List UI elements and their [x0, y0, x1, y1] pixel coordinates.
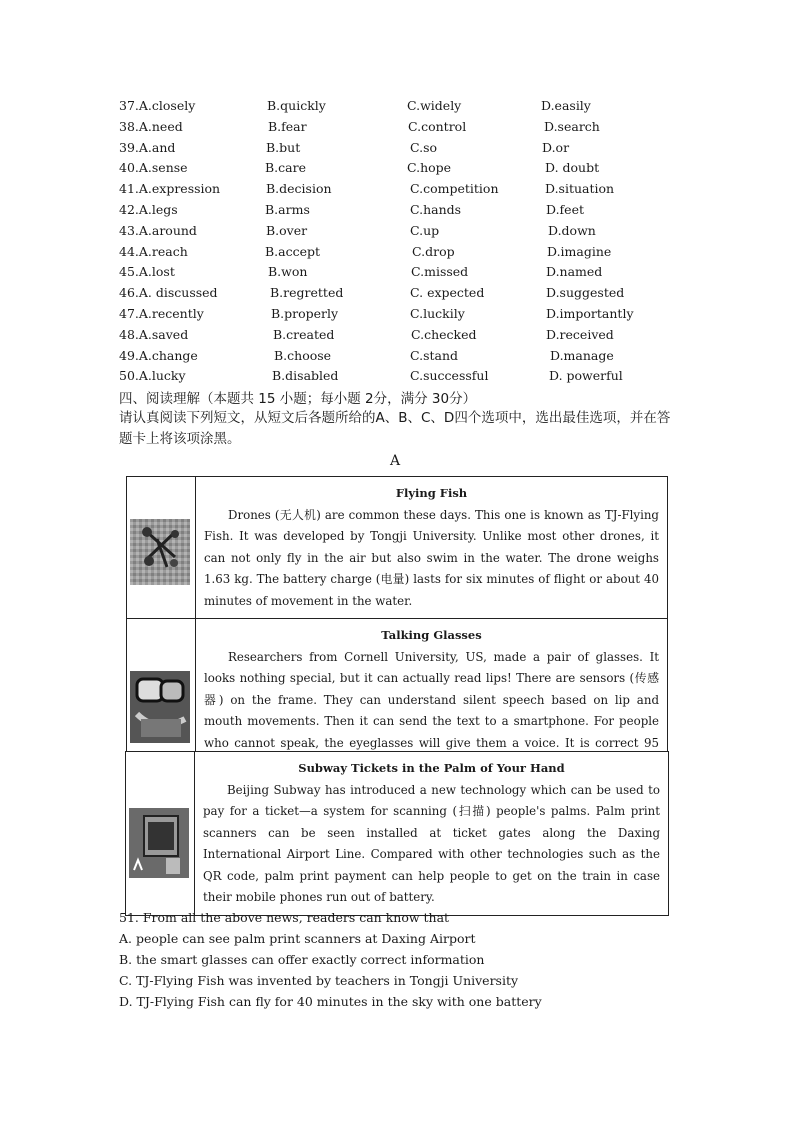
option-c[interactable]: C.so: [410, 139, 438, 155]
option-b[interactable]: B.disabled: [272, 368, 339, 384]
option-c[interactable]: C.drop: [412, 243, 455, 259]
option-row: [119, 242, 719, 263]
option-a[interactable]: 44.A.reach: [119, 243, 188, 259]
news-card-group-1: [126, 476, 668, 783]
option-b[interactable]: B.over: [266, 222, 308, 238]
option-d[interactable]: D.situation: [545, 181, 615, 197]
option-c[interactable]: C.up: [410, 222, 440, 238]
option-c[interactable]: C.competition: [410, 181, 499, 197]
option-b[interactable]: B.choose: [274, 347, 332, 363]
option-b[interactable]: B.fear: [268, 118, 307, 134]
option-c[interactable]: C. expected: [410, 285, 485, 301]
option-d[interactable]: D.down: [548, 222, 596, 238]
option-row: [119, 221, 719, 242]
option-row: [119, 200, 719, 221]
option-b[interactable]: B.regretted: [270, 285, 344, 301]
subway-text: Beijing Subway has introduced a new technology which can be used to pay for a ticket—a system for scanning (扫描) people's palms. Palm print scanners can be seen installed at ticket gates along the Daxing International Airport Line. Compared with other technologies such as the QR code, palm print payment can help people to get on the train in case their mobile phones run out of battery.: [203, 782, 660, 904]
option-a[interactable]: 41.A.expression: [119, 181, 221, 197]
option-row: [119, 304, 719, 325]
question-51-option-b[interactable]: B. the smart glasses can offer exactly correct information: [119, 952, 485, 967]
option-c[interactable]: C.successful: [410, 368, 489, 384]
palm-scanner-image: [126, 752, 192, 892]
option-b[interactable]: B.quickly: [267, 98, 326, 113]
option-a[interactable]: 47.A.recently: [119, 305, 204, 321]
option-d[interactable]: D. powerful: [549, 368, 623, 384]
option-row: [119, 262, 719, 283]
option-c[interactable]: C.hands: [410, 201, 462, 217]
subway-title: Subway Tickets in the Palm of Your Hand: [298, 761, 565, 775]
option-c[interactable]: C.luckily: [410, 305, 465, 321]
option-b[interactable]: B.won: [268, 264, 308, 280]
passage-letter: A: [390, 453, 401, 469]
option-d[interactable]: D.suggested: [546, 285, 625, 301]
option-a[interactable]: 49.A.change: [119, 347, 198, 363]
question-51-option-a[interactable]: A. people can see palm print scanners at Daxing Airport: [119, 931, 476, 946]
option-d[interactable]: D.easily: [541, 98, 591, 113]
option-b[interactable]: B.but: [266, 139, 301, 155]
question-51-option-c[interactable]: C. TJ-Flying Fish was invented by teachers in Tongji University: [119, 973, 519, 988]
flying-fish-article: [196, 477, 667, 618]
option-d[interactable]: D.manage: [550, 347, 614, 363]
option-a[interactable]: 40.A.sense: [119, 160, 188, 176]
option-c[interactable]: C.hope: [407, 160, 452, 176]
option-c[interactable]: C.stand: [410, 347, 459, 363]
option-row: [119, 179, 719, 200]
option-d[interactable]: D.received: [546, 326, 614, 342]
palm-scanner-photo: [126, 752, 195, 915]
option-b[interactable]: B.properly: [271, 305, 339, 321]
subway-article: [195, 752, 668, 915]
option-b[interactable]: B.care: [265, 160, 306, 176]
instructions: 请认真阅读下列短文，从短文后各题所给的A、B、C、D四个选项中，选出最佳选项，并在答题卡上将该项涂黑。: [119, 410, 671, 447]
talking-glasses-text: Researchers from Cornell University, US, made a pair of glasses. It looks nothing special, but it can actually read lips! There are sensors (传感器) on the frame. They can understand silent speech based on lip and mouth movements. Then it can send the text to a smartphone. For people who cannot speak, the eyeglasses will give them a voice. It is correct 95: [204, 649, 659, 750]
option-a[interactable]: 39.A.and: [119, 139, 176, 155]
option-row: [119, 346, 719, 367]
option-b[interactable]: B.decision: [266, 181, 332, 197]
option-row: [119, 158, 719, 179]
option-b[interactable]: B.arms: [265, 201, 310, 217]
option-a[interactable]: 37.A.closely: [119, 98, 196, 113]
question-51-stem: 51. From all the above news, readers can know that: [119, 910, 450, 925]
drone-image: [127, 477, 193, 589]
option-d[interactable]: D.importantly: [546, 305, 634, 321]
option-row: [119, 283, 719, 304]
option-a[interactable]: 50.A.lucky: [119, 368, 186, 384]
options-list: [119, 96, 719, 387]
section-title: 四、阅读理解（本题共 15 小题；每小题 2分，满分 30分）: [119, 391, 477, 407]
option-d[interactable]: D. doubt: [545, 160, 600, 176]
option-d[interactable]: D.imagine: [547, 243, 612, 259]
option-c[interactable]: C.widely: [407, 98, 462, 113]
option-a[interactable]: 45.A.lost: [119, 264, 175, 280]
option-row: [119, 96, 719, 117]
option-c[interactable]: C.missed: [411, 264, 469, 280]
option-a[interactable]: 43.A.around: [119, 222, 197, 238]
option-row: [119, 366, 719, 387]
option-row: [119, 138, 719, 159]
talking-glasses-title: Talking Glasses: [381, 628, 482, 642]
option-b[interactable]: B.accept: [265, 243, 321, 259]
option-row: [119, 325, 719, 346]
option-d[interactable]: D.or: [542, 139, 570, 155]
flying-fish-title: Flying Fish: [395, 486, 468, 500]
news-card-subway: [125, 751, 669, 916]
option-a[interactable]: 42.A.legs: [119, 201, 178, 217]
drone-photo: [127, 477, 196, 618]
option-c[interactable]: C.control: [408, 118, 467, 134]
option-row: [119, 117, 719, 138]
option-b[interactable]: B.created: [273, 326, 335, 342]
question-51-option-d[interactable]: D. TJ-Flying Fish can fly for 40 minutes in the sky with one battery: [119, 994, 542, 1009]
option-d[interactable]: D.named: [546, 264, 603, 280]
option-a[interactable]: 38.A.need: [119, 118, 183, 134]
glasses-image: [127, 619, 193, 757]
flying-fish-text: Drones (无人机) are common these days. This one is known as TJ-Flying Fish. It was developed by Tongji University. Unlike most other drones, it can not only fly in the air but also swim in the water. The drone weighs 1.63 kg. The battery charge (电量) lasts for six minutes of flight or about 40 minutes of movement in the water.: [204, 507, 659, 608]
option-d[interactable]: D.search: [544, 118, 600, 134]
option-c[interactable]: C.checked: [411, 326, 477, 342]
option-d[interactable]: D.feet: [546, 201, 584, 217]
option-a[interactable]: 48.A.saved: [119, 326, 189, 342]
option-a[interactable]: 46.A. discussed: [119, 285, 218, 301]
